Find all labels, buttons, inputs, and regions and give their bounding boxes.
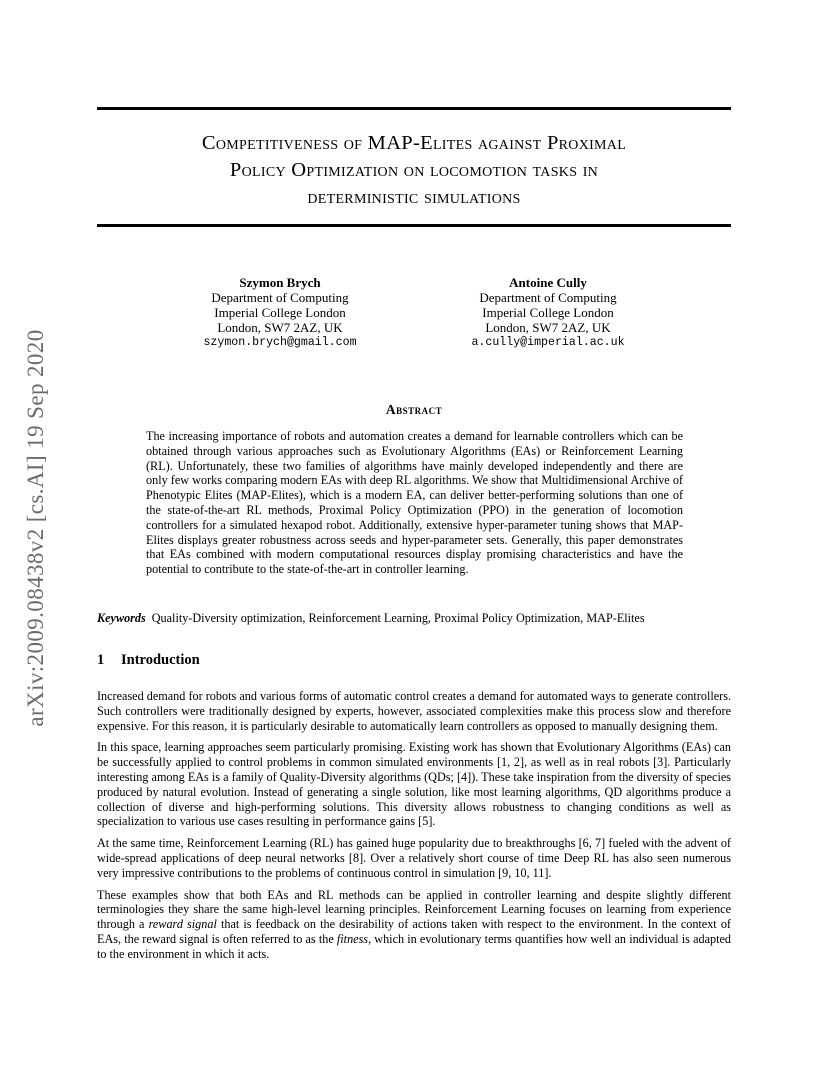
paragraph-text: These examples show that both EAs and RL methods can be applied in controller learning and despite slightly different terminologies they share the same high-level learning principles. Reinforcement Learning focuses on learning from experience through a (97, 887, 731, 932)
author-block-1 (150, 275, 410, 350)
title-line: Policy Optimization on locomotion tasks in (229, 159, 599, 181)
author-institution: Imperial College London (214, 305, 346, 320)
section-title: Introduction (121, 652, 200, 668)
author-email[interactable]: szymon.brych@gmail.com (203, 336, 357, 349)
title-line: Competitiveness of MAP-Elites against Proximal (201, 132, 627, 154)
author-email[interactable]: a.cully@imperial.ac.uk (471, 336, 625, 349)
title-line: deterministic simulations (307, 186, 521, 208)
paragraph: At the same time, Reinforcement Learning (RL) has gained huge popularity due to breakthroughs [6, 7] fueled with the advent of wide-spread applications of deep neural networks [8]. Over a relatively short course of time Deep RL has also seen numerous very impressive contributions to the problems of continuous control in simulation [9, 10, 11]. (97, 836, 731, 880)
emphasis-term: reward signal (148, 917, 217, 932)
abstract-text: The increasing importance of robots and automation creates a demand for learnable controllers which can be obtained through various approaches such as Evolutionary Algorithms (EAs) or Reinforcement Learning (RL). Unfortunately, these two families of algorithms have mainly developed independently and there are only few works comparing modern EAs with deep RL algorithms. We show that Multidimensional Archive of Phenotypic Elites (MAP-Elites), which is a modern EA, can deliver better-performing solutions than one of the state-of-the-art RL methods, Proximal Policy Optimization (PPO) in the generation of locomotion controllers for a simulated hexapod robot. Additionally, extensive hyper-parameter tuning shows that MAP-Elites displays greater robustness across seeds and hyper-parameter sets. Generally, this paper demonstrates that EAs combined with modern computational resources display promising characteristics and have the potential to contribute to the state-of-the-art in controller learning. (146, 429, 683, 577)
author-institution: Imperial College London (482, 305, 614, 320)
section-number: 1 (97, 652, 105, 668)
author-department: Department of Computing (479, 290, 617, 305)
author-address: London, SW7 2AZ, UK (485, 320, 611, 335)
paragraph (97, 888, 731, 962)
paragraph-text: that is feedback on the desirability of actions taken with respect to the environment. In the context of EAs, the reward signal is often referred to as the (97, 917, 731, 946)
author-name: Szymon Brych (239, 275, 321, 290)
emphasis-term: fitness (336, 931, 369, 946)
section-heading (97, 652, 200, 669)
author-name: Antoine Cully (509, 275, 587, 290)
keywords-text: Quality-Diversity optimization, Reinforcement Learning, Proximal Policy Optimization, MAP-Elites (151, 611, 645, 625)
paragraph: In this space, learning approaches seem particularly promising. Existing work has shown that Evolutionary Algorithms (EAs) can be successfully applied to control problems in common simulated environments [1, 2], as well as in real robots [3]. Particularly interesting among EAs is a family of Quality-Diversity algorithms (QDs; [4]). These take inspiration from the diversity of species produced by natural evolution. Instead of generating a single solution, like most learning algorithms, QD algorithms produce a collection of diverse and high-performing solutions. This diversity allows robustness to changing conditions as well as specialization to various use cases resulting in performance gains [5]. (97, 740, 731, 829)
section-body (97, 689, 731, 969)
author-block-2 (418, 275, 678, 350)
arxiv-stamp: arXiv:2009.08438v2 [cs.AI] 19 Sep 2020 (23, 329, 48, 727)
title-top-rule (97, 107, 731, 110)
paragraph-text: , which in evolutionary terms quantifies how well an individual is adapted to the environment in which it acts. (97, 931, 731, 961)
author-department: Department of Computing (211, 290, 349, 305)
paper-title (97, 130, 731, 211)
abstract-heading: Abstract (385, 402, 443, 417)
title-bottom-rule (97, 224, 731, 227)
author-address: London, SW7 2AZ, UK (217, 320, 343, 335)
paragraph: Increased demand for robots and various forms of automatic control creates a demand for automated ways to generate controllers. Such controllers were traditionally designed by experts, however, associated complexities make this process slow and therefore expensive. For this reason, it is particularly desirable to automatically learn controllers as opposed to manually designing them. (97, 689, 731, 733)
keywords-line (97, 611, 731, 626)
keywords-label: Keywords (97, 611, 146, 625)
